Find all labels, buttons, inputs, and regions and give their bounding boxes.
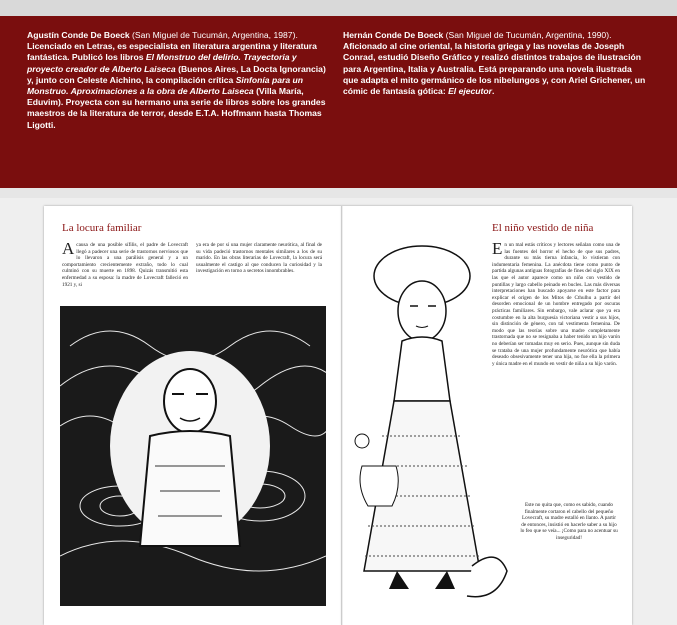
left-page (44, 206, 342, 625)
book-spine (341, 206, 343, 625)
text-column-end: Este no quita que, como es sabido, cuando finalmente cortaron el cabello del pequeño Lovecraft, su madre estalló en llanto. A partir de entonces, insistió en hacerle saber a su hijo lo feo que se veía... ¡Como para no acentuar su inseguridad! (520, 502, 618, 541)
bio-hernan: Hernán Conde De Boeck (San Miguel de Tucumán, Argentina, 1990). Aficionado al cine oriental, la historia griega y las novelas de Joseph Conrad, estudió Diseño Gráfico y realizó distintos trabajos de ilustración para Argentina, Italia y Australia. Está preparando una novela ilustrada que adapta el mito germánico de los nibelungos y, con Ariel Grichener, un cómic de fantasía gótica: El ejecutor. (343, 30, 646, 97)
dropcap: A (62, 239, 75, 258)
section-title: El niño vestido de niña (492, 222, 594, 234)
bio-name: Hernán Conde De Boeck (343, 30, 444, 40)
right-page (342, 206, 632, 625)
illustration-child-in-dress (342, 236, 512, 616)
author-bio-band (0, 16, 677, 188)
text-column: En un mal estás críticos y lectores señalan como una de las fuentes del horror el hecho de que sus padres, durante su más tierna infancia, lo vistieran con indumentaria femenina. La anécdota tiene como punto de partida algunas antiguas fotografías de fines del siglo XIX en las que el autor aparece como un niño con vestido de puntillas y largo cabello peinado en bucles. Las más diversas interpretaciones han buscado apoyarse en este factor para explicar el origen de los Mitos de Cthulhu a partir del desorden emocional de un hombre entregado por oscuras prácticas familiares. Sin embargo, vale aclarar que ya era costumbre en la alta burguesía victoriana vestir a sus hijos, sin distinción de género, con tal vestimenta femenina. De modo que las teorías sobre una madre completamente trastornada que no se resignaba a haber tenido un hijo varón no deberían ser tomadas muy en serio. Pues, aunque sin duda se trataba de una mujer profundamente neurótica que había deseado obsesivamente tener una hija, no fue ella la primera y única madre en el mundo en vestir de niña a su hijo varón. (492, 239, 620, 367)
divider (0, 188, 677, 198)
bio-name: Agustín Conde De Boeck (27, 30, 130, 40)
book-spread (0, 198, 677, 625)
text-column: ya era de por sí una mujer claramente neurótica, al final de su vida padeció trastornos mentales similares a los de su marido. En las obras literarias de Lovecraft, la locura será usualmente el castigo al que conducen la curiosidad y la investigación en torno a secretos innombrables. (196, 242, 322, 275)
bio-agustin: Agustín Conde De Boeck (San Miguel de Tucumán, Argentina, 1987). Licenciado en Letras, es especialista en literatura argentina y literatura fantástica. Publicó los libros El Monstruo del delirio. Trayectoria y proyecto creador de Alberto Laiseca (Buenos Aires, La Docta Ignorancia) y, junto con Celeste Aichino, la compilación crítica Sinfonía para un Monstruo. Aproximaciones a la obra de Alberto Laiseca (Villa María, Eduvim). Proyecta con su hermano una serie de libros sobre los grandes maestros de la literatura de terror, desde E.T.A. Hoffmann hasta Thomas Ligotti. (27, 30, 326, 130)
dropcap: E (492, 239, 503, 258)
illustration-straitjacket (60, 306, 326, 606)
text-column: Acausa de una posible sífilis, el padre de Lovecraft llegó a padecer una serie de trastornos nerviosos que lo llevaron a una parálisis general y a un comportamiento crecientemente extraño, todo lo cual culminó con su muerte en 1898. Quizás transmitió esta enfermedad a su esposa: la madre de Lovecraft falleció en 1921 y, si (62, 239, 188, 288)
section-title: La locura familiar (62, 222, 142, 234)
top-strip (0, 0, 677, 16)
